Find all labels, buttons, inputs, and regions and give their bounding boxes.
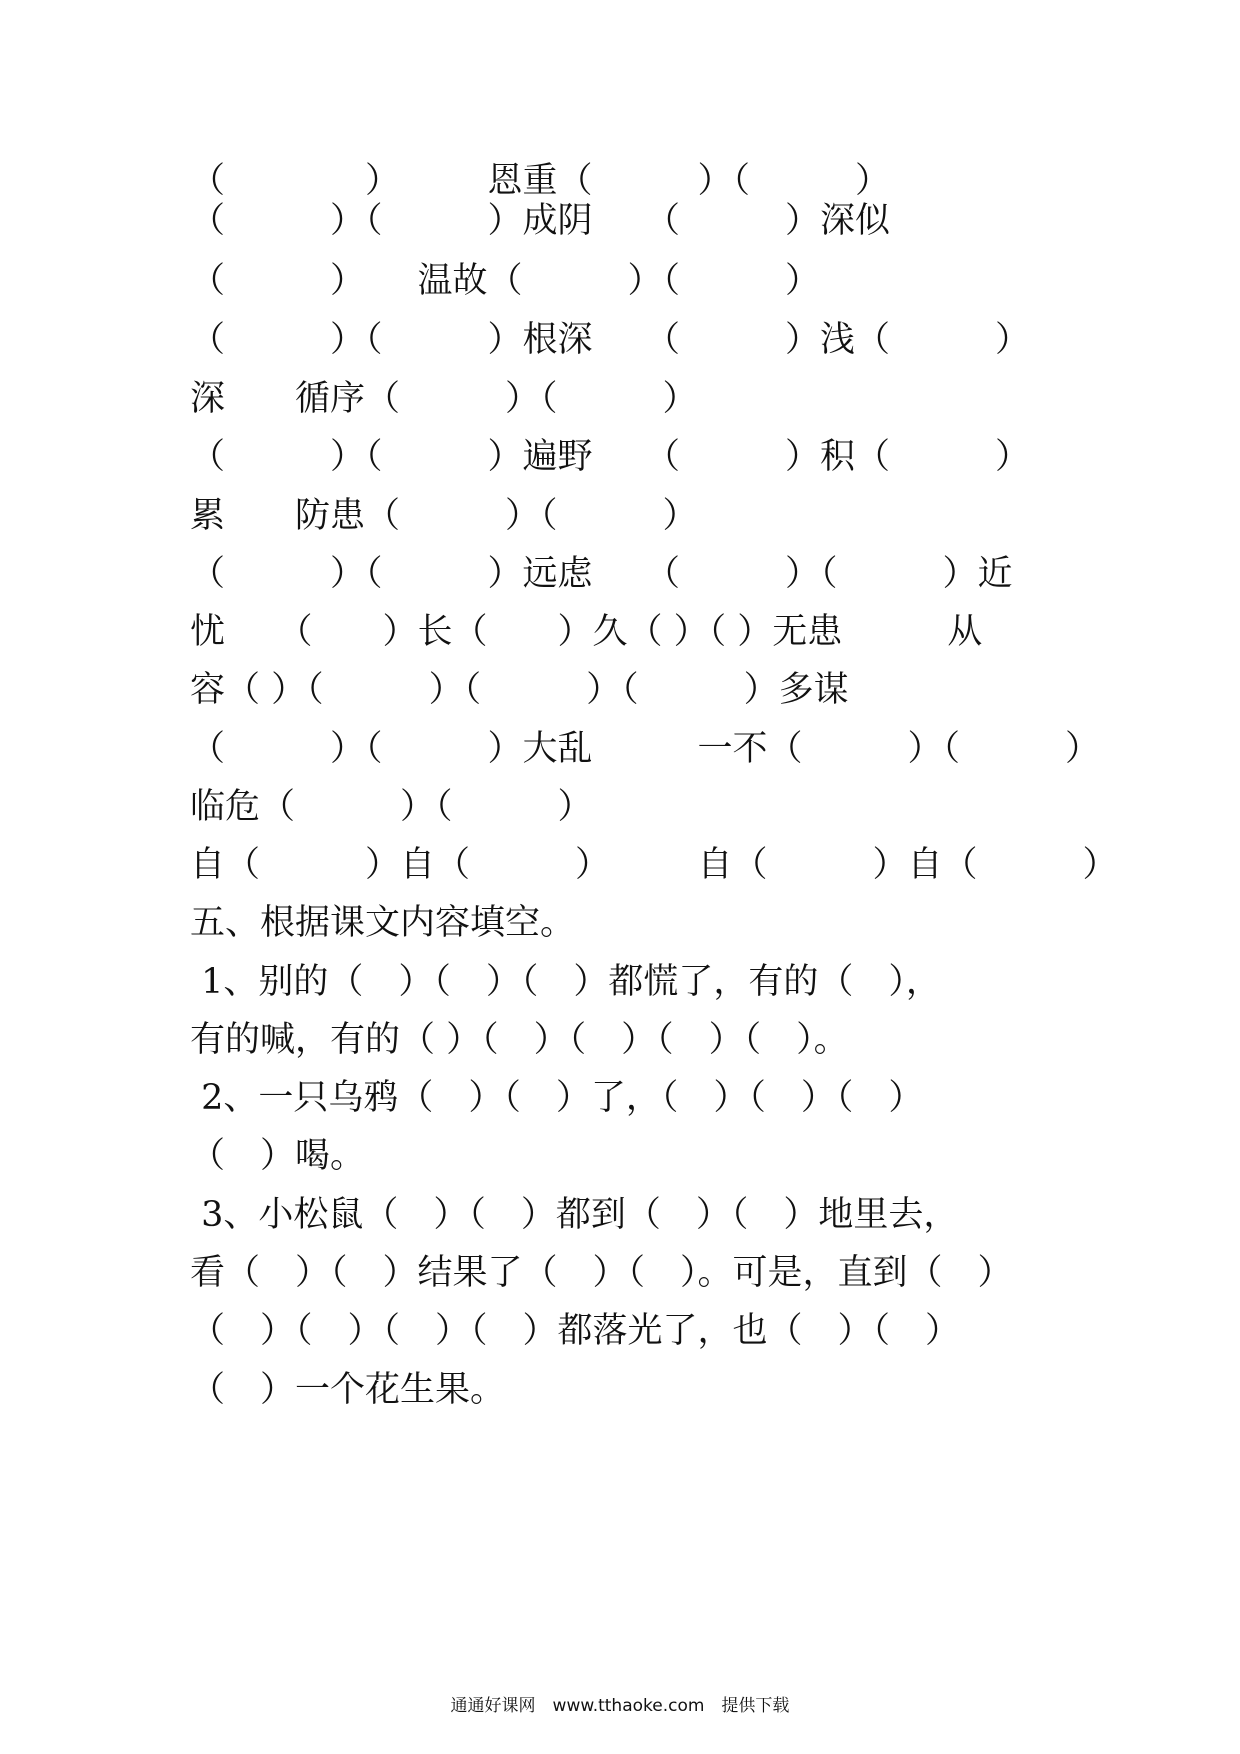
fill-blank-1-line-1: 1、别的（ ）（ ）（ ）都慌了，有的（ ），	[190, 962, 941, 1002]
idiom-line-3: （ ） 温故（ ）（ ）	[190, 261, 821, 301]
idiom-line-4: （ ）（ ）根深 （ ）浅（ ）	[190, 320, 1031, 360]
section-five-heading: 五、根据课文内容填空。	[190, 903, 576, 943]
idiom-line-2: （ ）（ ）成阴 （ ）深似	[190, 201, 891, 241]
idiom-line-12: 临危（ ）（ ）	[190, 787, 593, 827]
fill-blank-2-line-1: 2、一只乌鸦（ ）（ ）了，（ ）（ ）（ ）	[190, 1078, 924, 1118]
fill-blank-1-line-2: 有的喊，有的（ ）（ ）（ ）（ ）（ ）。	[190, 1020, 849, 1060]
idiom-line-6: （ ）（ ）遍野 （ ）积（ ）	[190, 437, 1031, 477]
idiom-line-5: 深 循序（ ）（ ）	[190, 379, 698, 419]
page-footer: 通通好课网 www.tthaoke.com 提供下载	[450, 1696, 790, 1716]
idiom-line-9: 忧 （ ）长（ ）久（ ）（ ）无患 从	[190, 612, 983, 652]
fill-blank-3-line-1: 3、小松鼠（ ）（ ）都到（ ）（ ）地里去，	[190, 1195, 959, 1235]
idiom-line-7: 累 防患（ ）（ ）	[190, 496, 698, 536]
fill-blank-3-line-2: 看（ ）（ ）结果了（ ）（ ）。可是，直到（ ）	[190, 1253, 1013, 1293]
fill-blank-2-line-2: （ ）喝。	[190, 1136, 366, 1176]
idiom-line-10: 容（ ）（ ）（ ）（ ）多谋	[190, 670, 849, 710]
fill-blank-3-line-4: （ ）一个花生果。	[190, 1370, 506, 1410]
idiom-line-8: （ ）（ ）远虑 （ ）（ ）近	[190, 554, 1013, 594]
idiom-line-11: （ ）（ ）大乱 一不（ ）（ ）	[190, 729, 1101, 769]
idiom-line-1: （ ） 恩重（ ）（ ）	[190, 161, 891, 201]
idiom-line-13: 自（ ）自（ ） 自（ ）自（ ）	[190, 845, 1118, 885]
fill-blank-3-line-3: （ ）（ ）（ ）（ ）都落光了，也（ ）（ ）	[190, 1311, 961, 1351]
